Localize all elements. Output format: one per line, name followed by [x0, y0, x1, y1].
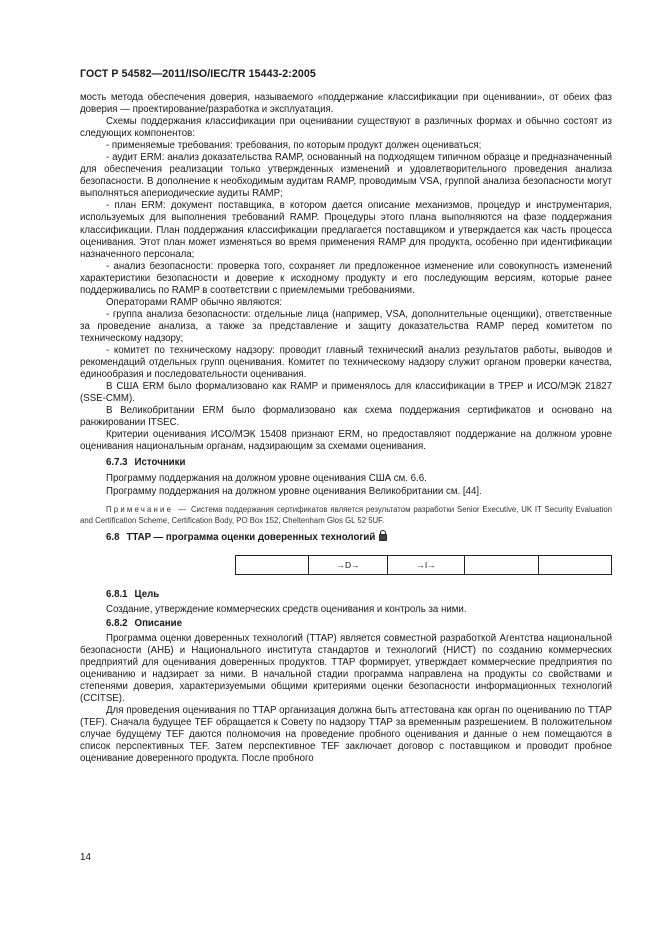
paragraph: мость метода обеспечения доверия, называемого «поддержание классификации при оценивании», от обеих фаз доверия — проектирование/разработка и эксплуатация.: [80, 92, 612, 116]
note: [80, 504, 612, 526]
section-title: Описание: [134, 617, 182, 629]
section-title: TTAP — программа оценки доверенных технологий: [126, 531, 376, 543]
section-number: 6.8.2: [106, 617, 128, 629]
phase-cell: [236, 555, 309, 574]
list-item: - применяемые требования: требования, по которым продукт должен оцениваться;: [106, 140, 482, 152]
paragraph: Операторами RAMP обычно являются:: [106, 296, 283, 308]
section-heading-6-7-3: [80, 457, 612, 469]
phase-cell: →I→: [387, 555, 465, 574]
paragraph: Создание, утверждение коммерческих средств оценивания и контроль за ними.: [106, 603, 467, 615]
paragraph: Схемы поддержания классификации при оценивании существуют в различных формах и обычно состоят из следующих компонентов:: [80, 116, 612, 140]
list-item: - аудит ERM: анализ доказательства RAMP, основанный на подходящем типичном образце и предназначенный для обеспечения реализации только утвержденных изменений и удовлетворительного проведения анализа безопасности. В дополнение к необходимым аудитам RAMP, проводимым VSA, группой анализа безопасности могут выполняться апериодические аудиты RAMP;: [80, 152, 612, 200]
paragraph: Программу поддержания на должном уровне оценивания Великобритании см. [44].: [106, 485, 482, 497]
page-number: 14: [80, 852, 92, 863]
list-item: - план ERM: документ поставщика, в котором дается описание механизмов, процедур и инструментария, используемых для выполнения требований RAMP. Процедуры этого плана выполняются на фазе поддержания классификации. План поддержания классификации предлагается поставщиком и утверждается как часть процесса оценивания. Этот план может изменяться во время применения RAMP для продукта, особенно при идентификации назначенного персонала;: [80, 200, 612, 260]
paragraph: В Великобритании ERM было формализовано как схема поддержания сертификатов и основано на ранжировании ITSEC.: [80, 405, 612, 429]
paragraph: Для проведения оценивания по TTAP организация должна быть аттестована как орган по оцениванию по TTAP (TEF). Сначала будущее TEF обращается к Совету по надзору TTAP за временным разрешением. В положительном случае будущему TEF даются полномочия на проведение пробного оценивания и данные о нем помещаются в список перспективных TEF. Затем перспективное TEF заключает договор с поставщиком и проводит пробное оценивание доверенного продукта. После пробного: [80, 705, 612, 765]
page-header: ГОСТ Р 54582—2011/ISO/IEC/TR 15443-2:2005: [80, 68, 316, 80]
phase-cell: →D→: [309, 555, 387, 574]
section-title: Цель: [134, 588, 160, 600]
note-label: Примечание —: [106, 504, 189, 514]
list-item: - анализ безопасности: проверка того, сохраняет ли предложенное изменение или совокупность изменений характеристики безопасности и доверие к исходному продукту и его последующим версиям, которые ранее поддерживались по RAMP в соответствии с приемлемыми требованиями.: [80, 260, 612, 296]
section-heading-6-8-2: [80, 618, 612, 630]
section-title: Источники: [134, 457, 186, 469]
note-text: Система поддержания сертификатов является результатом разработки Senior Executive, UK IT Security Evaluation and Certification Scheme, Certification Body, PO Box 152, Cheltenham Glos GL 52 5UF.: [80, 504, 612, 525]
section-number: 6.8.1: [106, 588, 128, 600]
page-content: [80, 92, 612, 765]
list-item: - комитет по техническому надзору: проводит главный технический анализ результатов работы, выводов и рекомендаций отдельных групп оценивания. Комитет по техническому надзору служит органом проверки качества, единообразия и последовательности оценивания.: [80, 344, 612, 381]
section-number: 6.7.3: [106, 457, 128, 469]
assurance-phase-table: [235, 555, 612, 575]
phase-cell: [465, 555, 538, 574]
paragraph: Программа оценки доверенных технологий (TTAP) является совместной разработкой Агентства национальной безопасности (АНБ) и Национального института стандартов и технологий (НИСТ) по созданию коммерческих предприятий для оценивания доверенных продуктов. TTAP формирует, утверждает коммерческие предприятия по оцениванию и надзирает за ними. В начальной стадии программа направлена на продукты со свойствами и степенями доверия, характеризуемыми общими критериями оценки безопасности информационных технологий (CCITSE).: [80, 632, 612, 704]
phase-cell: [538, 555, 611, 574]
section-heading-6-8-1: [80, 589, 612, 601]
lock-icon: [379, 534, 387, 541]
paragraph: В США ERM было формализовано как RAMP и применялось для классификации в TPEP и ИСО/МЭК 21827 (SSE-CMM).: [80, 381, 612, 405]
list-item: - группа анализа безопасности: отдельные лица (например, VSA, дополнительные оценщики), ответственные за проведение анализа, а также за представление и защиту доказательства RAMP перед комитетом по техническому надзору;: [80, 308, 612, 344]
section-heading-6-8: [80, 532, 612, 544]
section-number: 6.8: [106, 531, 120, 543]
paragraph: Критерии оценивания ИСО/МЭК 15408 признают ERM, но предоставляют поддержание на должном уровне оценивания национальным органам, надзирающим за схемами оценивания.: [80, 429, 612, 453]
paragraph: Программу поддержания на должном уровне оценивания США см. 6.6.: [106, 473, 427, 485]
